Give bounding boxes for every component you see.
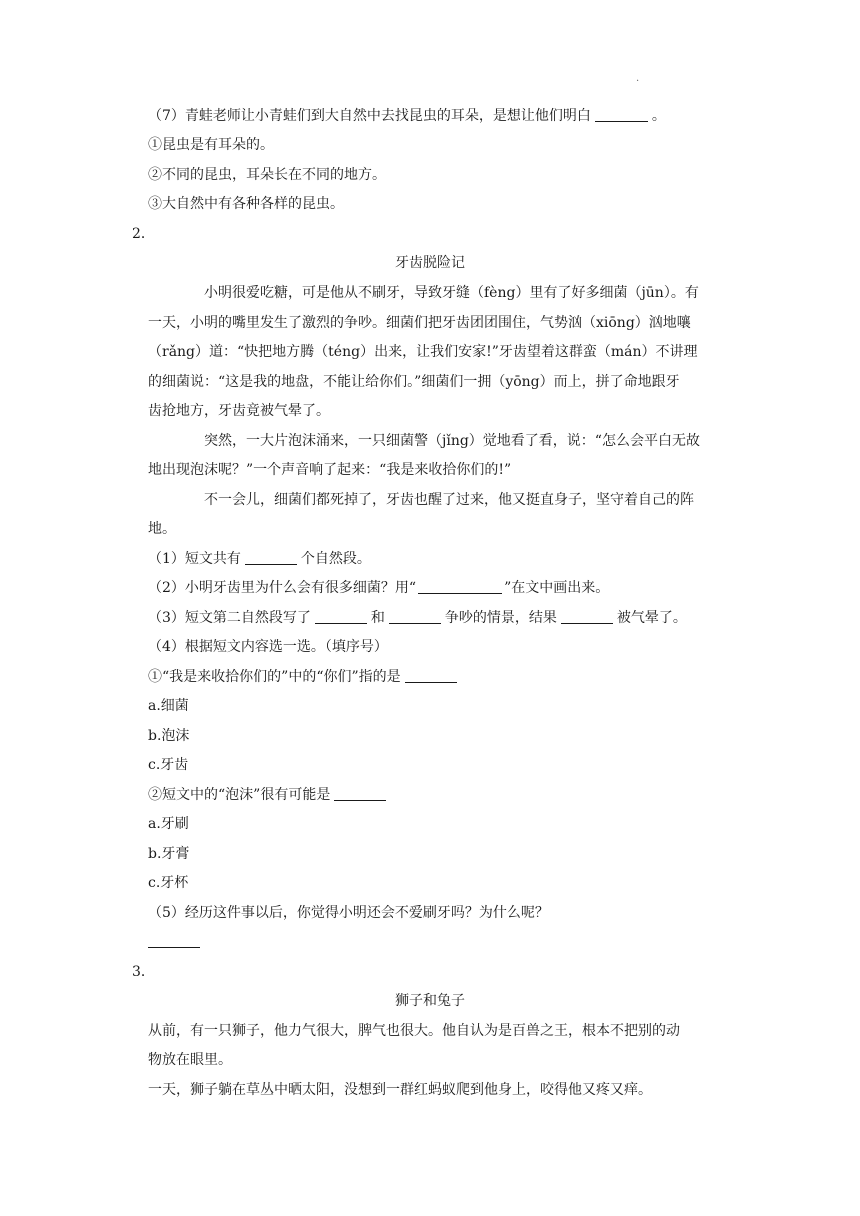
q2-sub5-answer [148,932,200,952]
q2-sub3-text-d: 被气晕了。 [616,610,687,626]
answer-blank[interactable] [245,550,297,565]
q2-sub4-q1-option-a: a.细菌 [148,698,189,714]
q2-sub4-q1-text: ①“我是来收拾你们的”中的“你们”指的是 [148,669,401,685]
q2-sub2-text-end: ”在文中画出来。 [504,580,610,596]
q1-sub7-text: （7）青蛙老师让小青蛙们到大自然中去找昆虫的耳朵，是想让他们明白 [148,108,591,124]
q2-sub3 [148,608,687,628]
answer-blank[interactable] [148,933,200,948]
q3-para1-line1: 从前，有一只狮子，他力气很大，脾气也很大。他自认为是百兽之王，根本不把别的动 [148,1023,680,1039]
q2-para3-line2: 地。 [148,521,176,537]
q2-sub3-text-a: （3）短文第二自然段写了 [148,610,311,626]
answer-blank[interactable] [405,668,457,683]
q2-para1-line3: （rǎng）道：“快把地方腾（téng）出来，让我们安家!”牙齿望着这群蛮（mán）不讲理 [148,344,698,360]
q2-para1-line1: 小明很爱吃糖，可是他从不刷牙，导致牙缝（fèng）里有了好多细菌（jūn）。有 [204,285,699,301]
answer-blank[interactable] [595,107,648,122]
q2-sub4-q2 [148,785,390,805]
answer-blank[interactable] [315,609,367,624]
q2-sub4-q1-option-c: c.牙齿 [148,757,189,773]
answer-blank[interactable] [561,609,613,624]
q2-sub2-text: （2）小明牙齿里为什么会有很多细菌？用“ [148,580,417,596]
q2-para2-line2: 地出现泡沫呢？”一个声音响了起来：“我是来收拾你们的!” [148,462,512,478]
q2-para1-line2: 一天，小明的嘴里发生了激烈的争吵。细菌们把牙齿团团围住，气势汹（xiōng）汹地嚷 [148,315,691,331]
q2-sub1 [148,549,371,569]
answer-blank[interactable] [334,786,386,801]
q2-sub4-q2-option-c: c.牙杯 [148,875,189,891]
q2-sub5: （5）经历这件事以后，你觉得小明还会不爱刷牙吗？为什么呢？ [148,905,549,921]
q2-sub4-q2-option-a: a.牙刷 [148,816,189,832]
q2-title: 牙齿脱险记 [395,255,465,271]
q2-sub2 [148,578,609,598]
q2-sub4: （4）根据短文内容选一选。（填序号） [148,639,388,655]
q2-sub1-text-end: 个自然段。 [300,551,371,567]
q1-option-1: ①昆虫是有耳朵的。 [148,137,274,153]
q2-sub3-text-c: 争吵的情景，结果 [444,610,557,626]
q1-option-3: ③大自然中有各种各样的昆虫。 [148,196,344,212]
answer-blank[interactable] [389,609,441,624]
q2-sub4-q2-option-b: b.牙膏 [148,846,190,862]
q2-para2-line1: 突然，一大片泡沫涌来，一只细菌警（jǐng）觉地看了看，说：“怎么会平白无故 [204,433,700,449]
q2-sub1-text: （1）短文共有 [148,551,241,567]
q3-number: 3． [132,964,155,980]
q2-sub4-q1 [148,667,461,687]
q2-para3-line1: 不一会儿，细菌们都死掉了，牙齿也醒了过来，他又挺直身子，坚守着自己的阵 [204,492,694,508]
q3-para1-line2: 物放在眼里。 [148,1052,232,1068]
q1-sub7 [148,106,666,126]
q2-para1-line4: 的细菌说：“这是我的地盘，不能让给你们。”细菌们一拥（yōng）而上，拼了命地跟牙 [148,374,680,390]
page-dot: . [636,73,640,84]
q2-number: 2． [132,226,155,242]
underline-mark [418,579,502,594]
q2-sub4-q2-text: ②短文中的“泡沫”很有可能是 [148,787,331,803]
q1-sub7-end: 。 [651,108,666,124]
q1-option-2: ②不同的昆虫，耳朵长在不同的地方。 [148,167,386,183]
q3-para2: 一天，狮子躺在草丛中晒太阳，没想到一群红蚂蚁爬到他身上，咬得他又疼又痒。 [148,1082,652,1098]
q2-sub3-text-b: 和 [370,610,385,626]
q2-sub4-q1-option-b: b.泡沫 [148,728,190,744]
q2-para1-line5: 齿抢地方，牙齿竟被气晕了。 [148,403,330,419]
q3-title: 狮子和兔子 [395,993,465,1009]
